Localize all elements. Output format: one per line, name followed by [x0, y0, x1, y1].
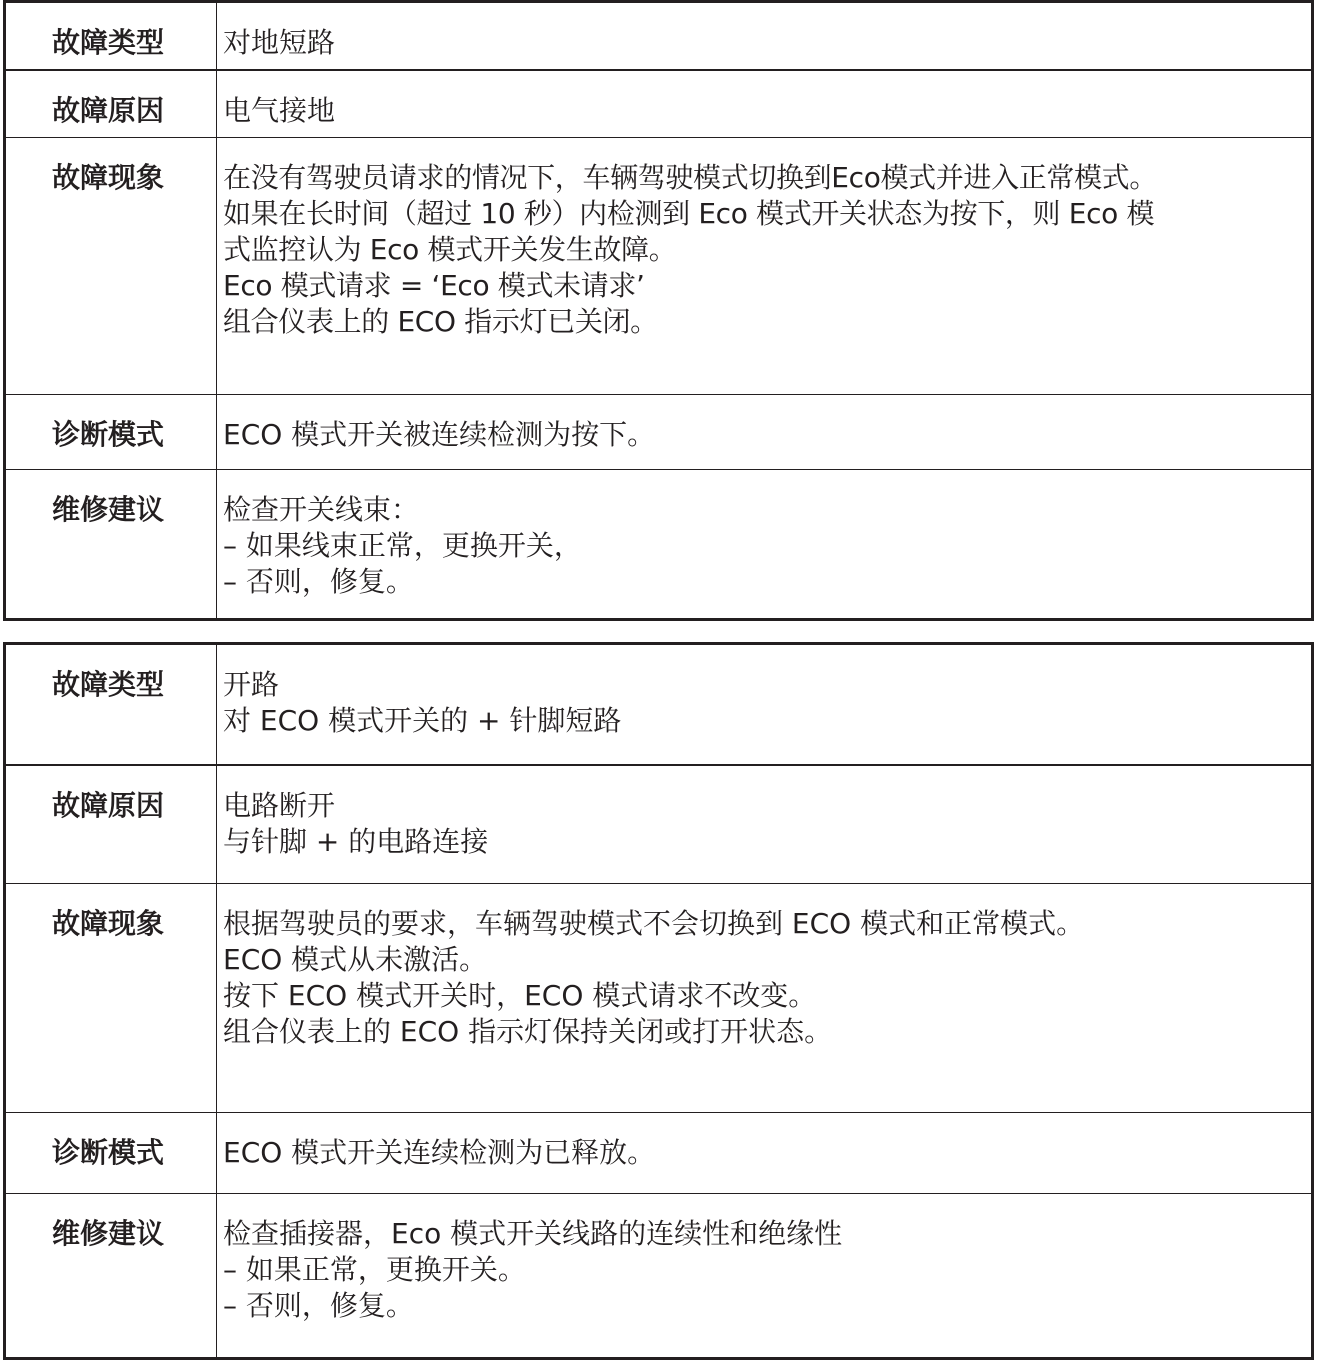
- value-repair-advice: [217, 1194, 1311, 1357]
- text-line: 按下 ECO 模式开关时，ECO 模式请求不改变。: [223, 979, 817, 1012]
- fault-table-open-circuit: [3, 642, 1314, 1360]
- label-repair-advice: 维修建议: [6, 470, 217, 618]
- fault-table-ground-short: [3, 0, 1314, 621]
- text-line: 如果在长时间（超过 10 秒）内检测到 Eco 模式开关状态为按下，则 Eco 模: [223, 197, 1155, 230]
- label-fault-symptom: 故障现象: [6, 138, 217, 394]
- value-diagnostic-mode: [217, 395, 1311, 469]
- row-repair-advice: [6, 1193, 1311, 1357]
- label-diagnostic-mode: 诊断模式: [6, 395, 217, 469]
- text-line: 对 ECO 模式开关的 + 针脚短路: [223, 704, 622, 737]
- value-repair-advice: [217, 470, 1311, 618]
- label-repair-advice: 维修建议: [6, 1194, 217, 1357]
- value-fault-type: [217, 3, 1311, 69]
- row-fault-cause: [6, 69, 1311, 137]
- text-line: 开路: [223, 668, 280, 701]
- value-diagnostic-mode: [217, 1113, 1311, 1193]
- text-line: 电路断开: [223, 789, 336, 822]
- label-diagnostic-mode: 诊断模式: [6, 1113, 217, 1193]
- row-diagnostic-mode: [6, 394, 1311, 469]
- value-fault-symptom: [217, 884, 1311, 1112]
- value-fault-type: [217, 645, 1311, 764]
- text-line: – 否则，修复。: [223, 565, 414, 598]
- label-fault-symptom: 故障现象: [6, 884, 217, 1112]
- text-line: 检查插接器，Eco 模式开关线路的连续性和绝缘性: [223, 1217, 843, 1250]
- text-line: ECO 模式开关被连续检测为按下。: [223, 418, 656, 451]
- text-line: 组合仪表上的 ECO 指示灯保持关闭或打开状态。: [223, 1015, 833, 1048]
- value-fault-cause: [217, 71, 1311, 137]
- text-line: 根据驾驶员的要求，车辆驾驶模式不会切换到 ECO 模式和正常模式。: [223, 907, 1085, 940]
- row-fault-type: [6, 3, 1311, 69]
- label-fault-type: 故障类型: [6, 3, 217, 69]
- text-line: 电气接地: [223, 94, 336, 127]
- text-line: 与针脚 + 的电路连接: [223, 825, 489, 858]
- row-repair-advice: [6, 469, 1311, 618]
- row-diagnostic-mode: [6, 1112, 1311, 1193]
- row-fault-cause: [6, 764, 1311, 883]
- text-line: 组合仪表上的 ECO 指示灯已关闭。: [223, 305, 658, 338]
- row-fault-type: [6, 645, 1311, 764]
- value-fault-cause: [217, 766, 1311, 883]
- text-line: Eco 模式请求 = ‘Eco 模式未请求’: [223, 269, 645, 302]
- label-fault-type: 故障类型: [6, 645, 217, 764]
- text-line: ECO 模式开关连续检测为已释放。: [223, 1136, 656, 1169]
- row-fault-symptom: [6, 137, 1311, 394]
- text-line: 对地短路: [223, 26, 336, 59]
- row-fault-symptom: [6, 883, 1311, 1112]
- value-fault-symptom: [217, 138, 1311, 394]
- text-line: 检查开关线束：: [223, 493, 420, 526]
- label-fault-cause: 故障原因: [6, 766, 217, 883]
- text-line: 式监控认为 Eco 模式开关发生故障。: [223, 233, 677, 266]
- text-line: – 否则，修复。: [223, 1289, 414, 1322]
- text-line: ECO 模式从未激活。: [223, 943, 488, 976]
- label-fault-cause: 故障原因: [6, 71, 217, 137]
- text-line: 在没有驾驶员请求的情况下，车辆驾驶模式切换到Eco模式并进入正常模式。: [223, 161, 1157, 194]
- text-line: – 如果正常，更换开关。: [223, 1253, 526, 1286]
- text-line: – 如果线束正常，更换开关，: [223, 529, 582, 562]
